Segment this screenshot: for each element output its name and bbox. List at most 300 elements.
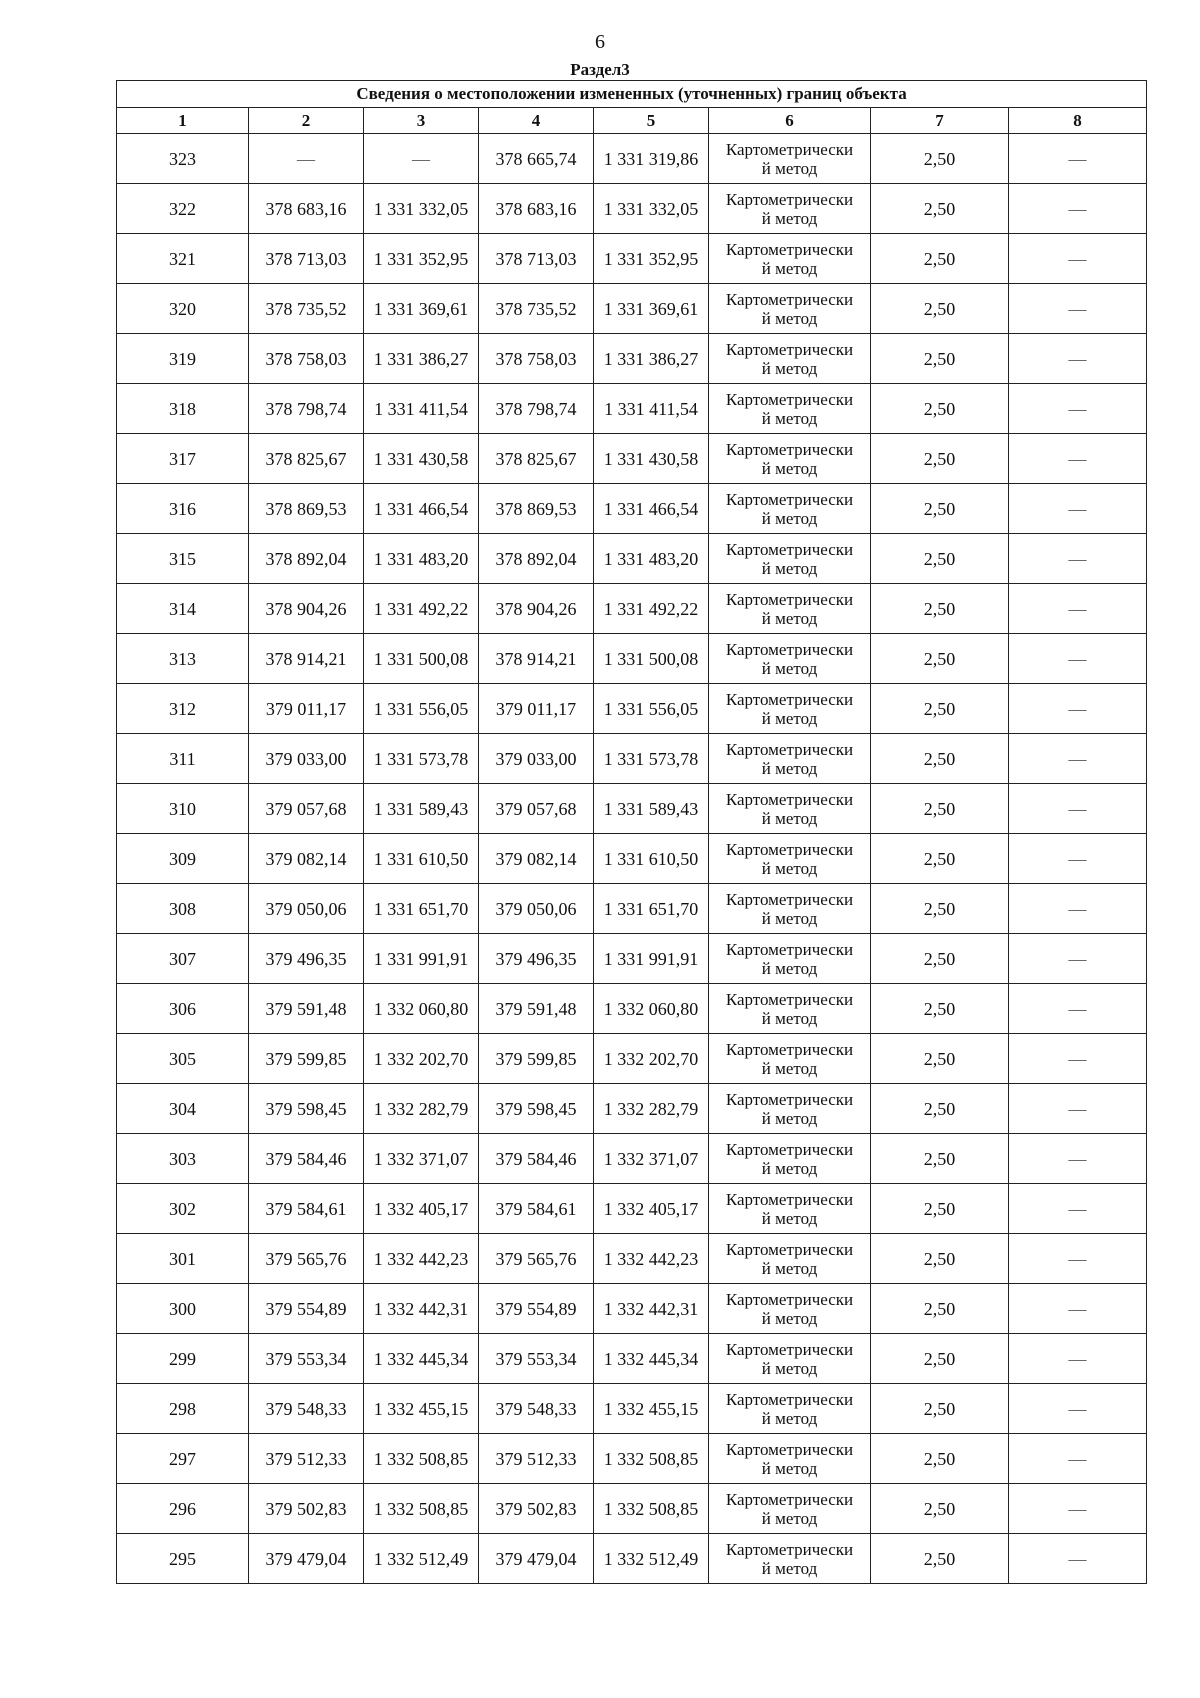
new-y-cell: 1 331 483,20 <box>594 534 709 584</box>
old-y-cell: 1 332 371,07 <box>364 1134 479 1184</box>
new-x-cell: 379 584,46 <box>479 1134 594 1184</box>
method-text-line-1: Картометрически <box>725 589 854 609</box>
method-text-line-2: й метод <box>761 1508 818 1528</box>
note-cell: — <box>1009 134 1147 184</box>
old-x-cell: 379 033,00 <box>249 734 364 784</box>
old-x-cell: 379 584,61 <box>249 1184 364 1234</box>
accuracy-cell: 2,50 <box>871 984 1009 1034</box>
old-x-cell: 379 553,34 <box>249 1334 364 1384</box>
accuracy-cell: 2,50 <box>871 584 1009 634</box>
accuracy-cell: 2,50 <box>871 184 1009 234</box>
old-x-cell: 379 599,85 <box>249 1034 364 1084</box>
note-cell: — <box>1009 1284 1147 1334</box>
method-text-line-2: й метод <box>761 908 818 928</box>
table-row <box>117 1234 1147 1284</box>
old-y-cell: — <box>364 134 479 184</box>
method-cell <box>709 1084 871 1134</box>
accuracy-cell: 2,50 <box>871 884 1009 934</box>
method-text-line-1: Картометрически <box>725 339 854 359</box>
method-text-line-2: й метод <box>761 1058 818 1078</box>
point-number-cell: 296 <box>117 1484 249 1534</box>
method-text-line-2: й метод <box>761 358 818 378</box>
new-y-cell: 1 332 371,07 <box>594 1134 709 1184</box>
old-x-cell: 379 502,83 <box>249 1484 364 1534</box>
column-number-1: 1 <box>117 108 249 134</box>
point-number-cell: 320 <box>117 284 249 334</box>
method-cell <box>709 784 871 834</box>
table-row <box>117 1134 1147 1184</box>
new-y-cell: 1 331 492,22 <box>594 584 709 634</box>
table-row <box>117 284 1147 334</box>
old-y-cell: 1 331 430,58 <box>364 434 479 484</box>
note-cell: — <box>1009 584 1147 634</box>
new-x-cell: 378 892,04 <box>479 534 594 584</box>
new-y-cell: 1 332 442,23 <box>594 1234 709 1284</box>
table-body <box>117 134 1147 1584</box>
accuracy-cell: 2,50 <box>871 934 1009 984</box>
note-cell: — <box>1009 1434 1147 1484</box>
method-cell <box>709 634 871 684</box>
method-text-line-2: й метод <box>761 658 818 678</box>
method-text-line-1: Картометрически <box>725 1439 854 1459</box>
new-y-cell: 1 331 430,58 <box>594 434 709 484</box>
accuracy-cell: 2,50 <box>871 234 1009 284</box>
old-y-cell: 1 331 651,70 <box>364 884 479 934</box>
accuracy-cell: 2,50 <box>871 484 1009 534</box>
old-x-cell: 379 598,45 <box>249 1084 364 1134</box>
column-number-4: 4 <box>479 108 594 134</box>
accuracy-cell: 2,50 <box>871 1234 1009 1284</box>
method-text-line-2: й метод <box>761 708 818 728</box>
accuracy-cell: 2,50 <box>871 384 1009 434</box>
table-row <box>117 1384 1147 1434</box>
method-cell <box>709 284 871 334</box>
old-y-cell: 1 331 556,05 <box>364 684 479 734</box>
old-x-cell: 379 050,06 <box>249 884 364 934</box>
note-cell: — <box>1009 834 1147 884</box>
new-x-cell: 378 904,26 <box>479 584 594 634</box>
old-y-cell: 1 331 352,95 <box>364 234 479 284</box>
new-y-cell: 1 332 445,34 <box>594 1334 709 1384</box>
method-text-line-1: Картометрически <box>725 739 854 759</box>
method-cell <box>709 1484 871 1534</box>
new-x-cell: 378 665,74 <box>479 134 594 184</box>
note-cell: — <box>1009 1384 1147 1434</box>
point-number-cell: 317 <box>117 434 249 484</box>
old-y-cell: 1 332 445,34 <box>364 1334 479 1384</box>
method-text-line-1: Картометрически <box>725 239 854 259</box>
old-x-cell: 378 683,16 <box>249 184 364 234</box>
note-cell: — <box>1009 984 1147 1034</box>
column-number-8: 8 <box>1009 108 1147 134</box>
note-cell: — <box>1009 234 1147 284</box>
table-row <box>117 1484 1147 1534</box>
method-text-line-2: й метод <box>761 508 818 528</box>
new-y-cell: 1 332 282,79 <box>594 1084 709 1134</box>
point-number-cell: 318 <box>117 384 249 434</box>
method-text-line-2: й метод <box>761 158 818 178</box>
new-y-cell: 1 331 610,50 <box>594 834 709 884</box>
point-number-cell: 302 <box>117 1184 249 1234</box>
old-y-cell: 1 331 332,05 <box>364 184 479 234</box>
table-row <box>117 1284 1147 1334</box>
table-row <box>117 1184 1147 1234</box>
note-cell: — <box>1009 884 1147 934</box>
old-x-cell: 379 011,17 <box>249 684 364 734</box>
old-y-cell: 1 332 442,23 <box>364 1234 479 1284</box>
point-number-cell: 301 <box>117 1234 249 1284</box>
method-cell <box>709 1034 871 1084</box>
new-y-cell: 1 331 369,61 <box>594 284 709 334</box>
point-number-cell: 309 <box>117 834 249 884</box>
method-text-line-1: Картометрически <box>725 389 854 409</box>
method-text-line-1: Картометрически <box>725 789 854 809</box>
method-text-line-1: Картометрически <box>725 1489 854 1509</box>
old-x-cell: 378 798,74 <box>249 384 364 434</box>
accuracy-cell: 2,50 <box>871 634 1009 684</box>
table-row <box>117 734 1147 784</box>
table-row <box>117 134 1147 184</box>
note-cell: — <box>1009 1084 1147 1134</box>
method-text-line-2: й метод <box>761 208 818 228</box>
table-row <box>117 384 1147 434</box>
new-x-cell: 379 512,33 <box>479 1434 594 1484</box>
note-cell: — <box>1009 734 1147 784</box>
method-text-line-1: Картометрически <box>725 1139 854 1159</box>
point-number-cell: 304 <box>117 1084 249 1134</box>
new-x-cell: 378 825,67 <box>479 434 594 484</box>
point-number-cell: 313 <box>117 634 249 684</box>
note-cell: — <box>1009 1534 1147 1584</box>
point-number-cell: 308 <box>117 884 249 934</box>
method-text-line-2: й метод <box>761 1358 818 1378</box>
old-y-cell: 1 331 589,43 <box>364 784 479 834</box>
table-row <box>117 934 1147 984</box>
method-text-line-2: й метод <box>761 1408 818 1428</box>
table-row <box>117 184 1147 234</box>
method-text-line-1: Картометрически <box>725 889 854 909</box>
method-text-line-2: й метод <box>761 958 818 978</box>
new-x-cell: 378 914,21 <box>479 634 594 684</box>
column-number-6: 6 <box>709 108 871 134</box>
new-x-cell: 379 598,45 <box>479 1084 594 1134</box>
old-y-cell: 1 331 369,61 <box>364 284 479 334</box>
method-text-line-2: й метод <box>761 1558 818 1578</box>
new-y-cell: 1 332 508,85 <box>594 1434 709 1484</box>
table-row <box>117 584 1147 634</box>
accuracy-cell: 2,50 <box>871 834 1009 884</box>
old-x-cell: 378 869,53 <box>249 484 364 534</box>
old-y-cell: 1 332 405,17 <box>364 1184 479 1234</box>
old-x-cell: 378 825,67 <box>249 434 364 484</box>
note-cell: — <box>1009 334 1147 384</box>
old-y-cell: 1 331 500,08 <box>364 634 479 684</box>
old-y-cell: 1 331 386,27 <box>364 334 479 384</box>
new-x-cell: 378 758,03 <box>479 334 594 384</box>
accuracy-cell: 2,50 <box>871 684 1009 734</box>
method-text-line-1: Картометрически <box>725 939 854 959</box>
note-cell: — <box>1009 1034 1147 1084</box>
accuracy-cell: 2,50 <box>871 1434 1009 1484</box>
new-y-cell: 1 331 651,70 <box>594 884 709 934</box>
old-y-cell: 1 331 991,91 <box>364 934 479 984</box>
method-text-line-1: Картометрически <box>725 1389 854 1409</box>
old-y-cell: 1 332 442,31 <box>364 1284 479 1334</box>
old-x-cell: 379 591,48 <box>249 984 364 1034</box>
page-number: 6 <box>595 31 605 53</box>
method-text-line-1: Картометрически <box>725 489 854 509</box>
method-text-line-2: й метод <box>761 1258 818 1278</box>
note-cell: — <box>1009 1234 1147 1284</box>
method-text-line-2: й метод <box>761 758 818 778</box>
method-text-line-2: й метод <box>761 1158 818 1178</box>
method-text-line-2: й метод <box>761 1208 818 1228</box>
old-x-cell: 378 914,21 <box>249 634 364 684</box>
new-y-cell: 1 332 455,15 <box>594 1384 709 1434</box>
new-x-cell: 379 011,17 <box>479 684 594 734</box>
new-y-cell: 1 331 411,54 <box>594 384 709 434</box>
point-number-cell: 305 <box>117 1034 249 1084</box>
new-x-cell: 379 033,00 <box>479 734 594 784</box>
method-text-line-1: Картометрически <box>725 539 854 559</box>
table-row <box>117 1034 1147 1084</box>
new-x-cell: 378 735,52 <box>479 284 594 334</box>
new-y-cell: 1 331 991,91 <box>594 934 709 984</box>
new-x-cell: 379 057,68 <box>479 784 594 834</box>
method-cell <box>709 684 871 734</box>
new-x-cell: 379 553,34 <box>479 1334 594 1384</box>
old-x-cell: 379 082,14 <box>249 834 364 884</box>
old-y-cell: 1 331 610,50 <box>364 834 479 884</box>
method-cell <box>709 1234 871 1284</box>
new-y-cell: 1 331 319,86 <box>594 134 709 184</box>
accuracy-cell: 2,50 <box>871 1284 1009 1334</box>
old-x-cell: 379 565,76 <box>249 1234 364 1284</box>
point-number-cell: 312 <box>117 684 249 734</box>
old-x-cell: 379 548,33 <box>249 1384 364 1434</box>
new-y-cell: 1 331 573,78 <box>594 734 709 784</box>
table-row <box>117 1334 1147 1384</box>
method-cell <box>709 984 871 1034</box>
table-caption: Сведения о местоположении измененных (уточненных) границ объекта <box>117 81 1147 108</box>
note-cell: — <box>1009 934 1147 984</box>
accuracy-cell: 2,50 <box>871 734 1009 784</box>
method-text-line-2: й метод <box>761 1458 818 1478</box>
boundary-coordinates-table <box>116 80 1147 1584</box>
point-number-cell: 297 <box>117 1434 249 1484</box>
method-cell <box>709 584 871 634</box>
note-cell: — <box>1009 184 1147 234</box>
method-cell <box>709 134 871 184</box>
method-text-line-2: й метод <box>761 458 818 478</box>
column-number-5: 5 <box>594 108 709 134</box>
new-y-cell: 1 332 202,70 <box>594 1034 709 1084</box>
old-y-cell: 1 331 466,54 <box>364 484 479 534</box>
new-y-cell: 1 331 500,08 <box>594 634 709 684</box>
new-x-cell: 379 050,06 <box>479 884 594 934</box>
point-number-cell: 323 <box>117 134 249 184</box>
point-number-cell: 298 <box>117 1384 249 1434</box>
new-y-cell: 1 332 060,80 <box>594 984 709 1034</box>
accuracy-cell: 2,50 <box>871 1484 1009 1534</box>
method-text-line-1: Картометрически <box>725 689 854 709</box>
column-number-2: 2 <box>249 108 364 134</box>
method-text-line-2: й метод <box>761 408 818 428</box>
point-number-cell: 319 <box>117 334 249 384</box>
new-x-cell: 379 584,61 <box>479 1184 594 1234</box>
method-cell <box>709 1134 871 1184</box>
method-text-line-1: Картометрически <box>725 1039 854 1059</box>
table-row <box>117 634 1147 684</box>
method-cell <box>709 1534 871 1584</box>
method-cell <box>709 834 871 884</box>
old-x-cell: 378 758,03 <box>249 334 364 384</box>
accuracy-cell: 2,50 <box>871 334 1009 384</box>
old-x-cell: 378 904,26 <box>249 584 364 634</box>
new-y-cell: 1 331 332,05 <box>594 184 709 234</box>
old-x-cell: — <box>249 134 364 184</box>
new-x-cell: 379 599,85 <box>479 1034 594 1084</box>
accuracy-cell: 2,50 <box>871 284 1009 334</box>
note-cell: — <box>1009 484 1147 534</box>
column-number-row <box>117 108 1147 134</box>
old-y-cell: 1 331 483,20 <box>364 534 479 584</box>
point-number-cell: 316 <box>117 484 249 534</box>
new-y-cell: 1 332 405,17 <box>594 1184 709 1234</box>
old-y-cell: 1 332 202,70 <box>364 1034 479 1084</box>
old-x-cell: 379 584,46 <box>249 1134 364 1184</box>
method-cell <box>709 534 871 584</box>
new-y-cell: 1 331 466,54 <box>594 484 709 534</box>
new-x-cell: 379 479,04 <box>479 1534 594 1584</box>
accuracy-cell: 2,50 <box>871 1184 1009 1234</box>
method-text-line-2: й метод <box>761 1108 818 1128</box>
point-number-cell: 311 <box>117 734 249 784</box>
new-x-cell: 379 548,33 <box>479 1384 594 1434</box>
method-text-line-1: Картометрически <box>725 639 854 659</box>
new-y-cell: 1 332 512,49 <box>594 1534 709 1584</box>
method-text-line-1: Картометрически <box>725 989 854 1009</box>
new-y-cell: 1 331 589,43 <box>594 784 709 834</box>
old-y-cell: 1 332 508,85 <box>364 1484 479 1534</box>
old-y-cell: 1 331 492,22 <box>364 584 479 634</box>
method-text-line-2: й метод <box>761 808 818 828</box>
old-x-cell: 379 479,04 <box>249 1534 364 1584</box>
accuracy-cell: 2,50 <box>871 784 1009 834</box>
note-cell: — <box>1009 1184 1147 1234</box>
old-y-cell: 1 331 411,54 <box>364 384 479 434</box>
old-y-cell: 1 332 282,79 <box>364 1084 479 1134</box>
method-cell <box>709 1434 871 1484</box>
new-x-cell: 378 798,74 <box>479 384 594 434</box>
table-row <box>117 1434 1147 1484</box>
column-number-3: 3 <box>364 108 479 134</box>
method-text-line-1: Картометрически <box>725 1089 854 1109</box>
table-row <box>117 984 1147 1034</box>
column-number-7: 7 <box>871 108 1009 134</box>
point-number-cell: 315 <box>117 534 249 584</box>
method-cell <box>709 1184 871 1234</box>
table-row <box>117 484 1147 534</box>
accuracy-cell: 2,50 <box>871 1084 1009 1134</box>
method-text-line-1: Картометрически <box>725 1189 854 1209</box>
method-text-line-2: й метод <box>761 1008 818 1028</box>
accuracy-cell: 2,50 <box>871 134 1009 184</box>
table-row <box>117 684 1147 734</box>
method-text-line-1: Картометрически <box>725 189 854 209</box>
method-text-line-1: Картометрически <box>725 139 854 159</box>
point-number-cell: 322 <box>117 184 249 234</box>
accuracy-cell: 2,50 <box>871 1384 1009 1434</box>
new-y-cell: 1 331 352,95 <box>594 234 709 284</box>
old-x-cell: 378 735,52 <box>249 284 364 334</box>
new-x-cell: 379 591,48 <box>479 984 594 1034</box>
table-row <box>117 434 1147 484</box>
method-cell <box>709 1284 871 1334</box>
method-cell <box>709 484 871 534</box>
method-text-line-1: Картометрически <box>725 1339 854 1359</box>
method-cell <box>709 1334 871 1384</box>
note-cell: — <box>1009 1334 1147 1384</box>
new-y-cell: 1 332 442,31 <box>594 1284 709 1334</box>
new-x-cell: 378 683,16 <box>479 184 594 234</box>
method-cell <box>709 734 871 784</box>
note-cell: — <box>1009 634 1147 684</box>
method-text-line-1: Картометрически <box>725 1289 854 1309</box>
point-number-cell: 310 <box>117 784 249 834</box>
new-x-cell: 379 554,89 <box>479 1284 594 1334</box>
old-x-cell: 379 554,89 <box>249 1284 364 1334</box>
new-y-cell: 1 332 508,85 <box>594 1484 709 1534</box>
table-row <box>117 1534 1147 1584</box>
accuracy-cell: 2,50 <box>871 1134 1009 1184</box>
new-x-cell: 379 565,76 <box>479 1234 594 1284</box>
method-text-line-1: Картометрически <box>725 839 854 859</box>
method-text-line-1: Картометрически <box>725 1239 854 1259</box>
method-text-line-2: й метод <box>761 308 818 328</box>
point-number-cell: 307 <box>117 934 249 984</box>
method-cell <box>709 434 871 484</box>
point-number-cell: 321 <box>117 234 249 284</box>
point-number-cell: 306 <box>117 984 249 1034</box>
point-number-cell: 299 <box>117 1334 249 1384</box>
method-text-line-2: й метод <box>761 258 818 278</box>
new-x-cell: 379 496,35 <box>479 934 594 984</box>
note-cell: — <box>1009 784 1147 834</box>
table-row <box>117 1084 1147 1134</box>
method-cell <box>709 334 871 384</box>
accuracy-cell: 2,50 <box>871 534 1009 584</box>
point-number-cell: 314 <box>117 584 249 634</box>
method-text-line-2: й метод <box>761 858 818 878</box>
accuracy-cell: 2,50 <box>871 434 1009 484</box>
table-row <box>117 784 1147 834</box>
old-x-cell: 378 892,04 <box>249 534 364 584</box>
new-x-cell: 379 502,83 <box>479 1484 594 1534</box>
method-cell <box>709 1384 871 1434</box>
method-cell <box>709 184 871 234</box>
table-row <box>117 334 1147 384</box>
table-row <box>117 534 1147 584</box>
note-cell: — <box>1009 284 1147 334</box>
old-y-cell: 1 332 060,80 <box>364 984 479 1034</box>
new-x-cell: 378 869,53 <box>479 484 594 534</box>
method-text-line-2: й метод <box>761 1308 818 1328</box>
method-cell <box>709 384 871 434</box>
point-number-cell: 303 <box>117 1134 249 1184</box>
note-cell: — <box>1009 684 1147 734</box>
method-text-line-1: Картометрически <box>725 289 854 309</box>
